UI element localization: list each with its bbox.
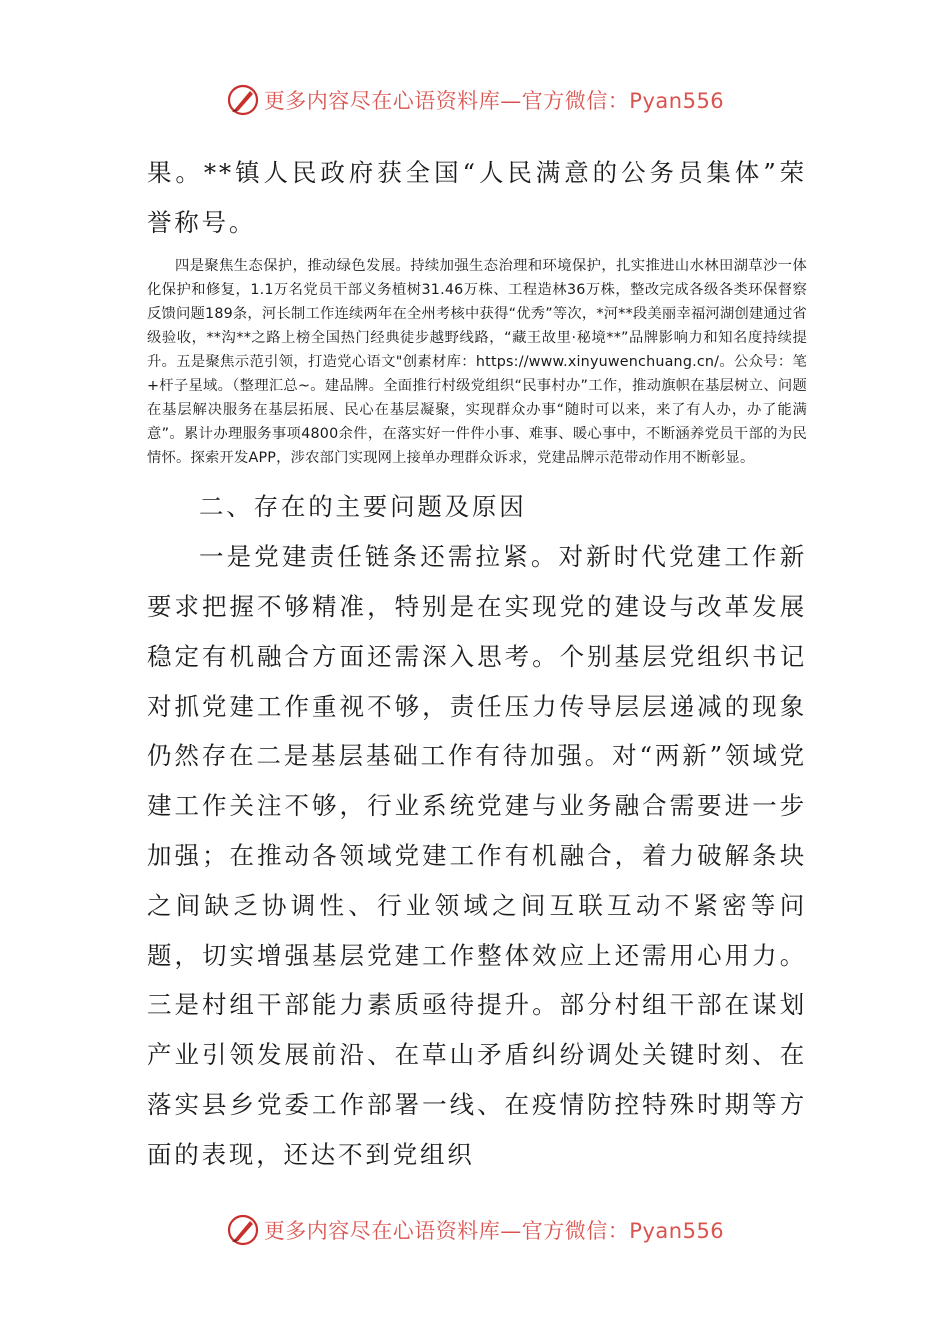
header-banner [0, 80, 950, 120]
banner-text: 更多内容尽在心语资料库—官方微信：Pyan556 [263, 89, 725, 113]
problems-paragraph: 一是党建责任链条还需拉紧。对新时代党建工作新要求把握不够精准，特别是在实现党的建设与改革发展稳定有机融合方面还需深入思考。个别基层党组织书记对抓党建工作重视不够，责任压力传导层层递减的现象仍然存在二是基层基础工作有待加强。对“两新”领域党建工作关注不够，行业系统党建与业务融合需要进一步加强；在推动各领域党建工作有机融合，着力破解条块之间缺乏协调性、行业领域之间互联互动不紧密等问题，切实增强基层党建工作整体效应上还需用心用力。三是村组干部能力素质亟待提升。部分村组干部在谋划产业引领发展前沿、在草山矛盾纠纷调处关键时刻、在落实县乡党委工作部署一线、在疫情防控特殊时期等方面的表现，还达不到党组织 [147, 542, 807, 1169]
banner-text: 更多内容尽在心语资料库—官方微信：Pyan556 [263, 1219, 725, 1243]
continuation-paragraph: 果。**镇人民政府获全国“人民满意的公务员集体”荣誉称号。 [147, 158, 807, 237]
footer-banner [0, 1210, 950, 1250]
document-body [147, 148, 807, 1180]
ecology-paragraph: 四是聚焦生态保护，推动绿色发展。持续加强生态治理和环境保护，扎实推进山水林田湖草沙一体化保护和修复，1.1万名党员干部义务植树31.46万株、工程造林36万株，整改完成各级各类环保督察反馈问题189条，河长制工作连续两年在全州考核中获得“优秀”等次，*河**段美丽幸福河湖创建通过省级验收，**沟**之路上榜全国热门经典徒步越野线路，“藏王故里·秘境**”品牌影响力和知名度持续提升。五是聚焦示范引领，打造党心语文"创素材库：https://www.xinyuwenchuang.cn/。公众号：笔+杆子星域。（整理汇总~。建品牌。全面推行村级党组织“民事村办”工作，推动旗帜在基层树立、问题在基层解决服务在基层拓展、民心在基层凝聚，实现群众办事“随时可以来，来了有人办，办了能满意”。累计办理服务事项4800余件，在落实好一件件小事、难事、暖心事中，不断涵养党员干部的为民情怀。探索开发APP，涉农部门实现网上接单办理群众诉求，党建品牌示范带动作用不断彰显。 [147, 257, 807, 467]
pen-logo-icon [226, 1213, 260, 1247]
pen-logo-icon [226, 83, 260, 117]
section-heading: 二、存在的主要问题及原因 [199, 492, 527, 522]
